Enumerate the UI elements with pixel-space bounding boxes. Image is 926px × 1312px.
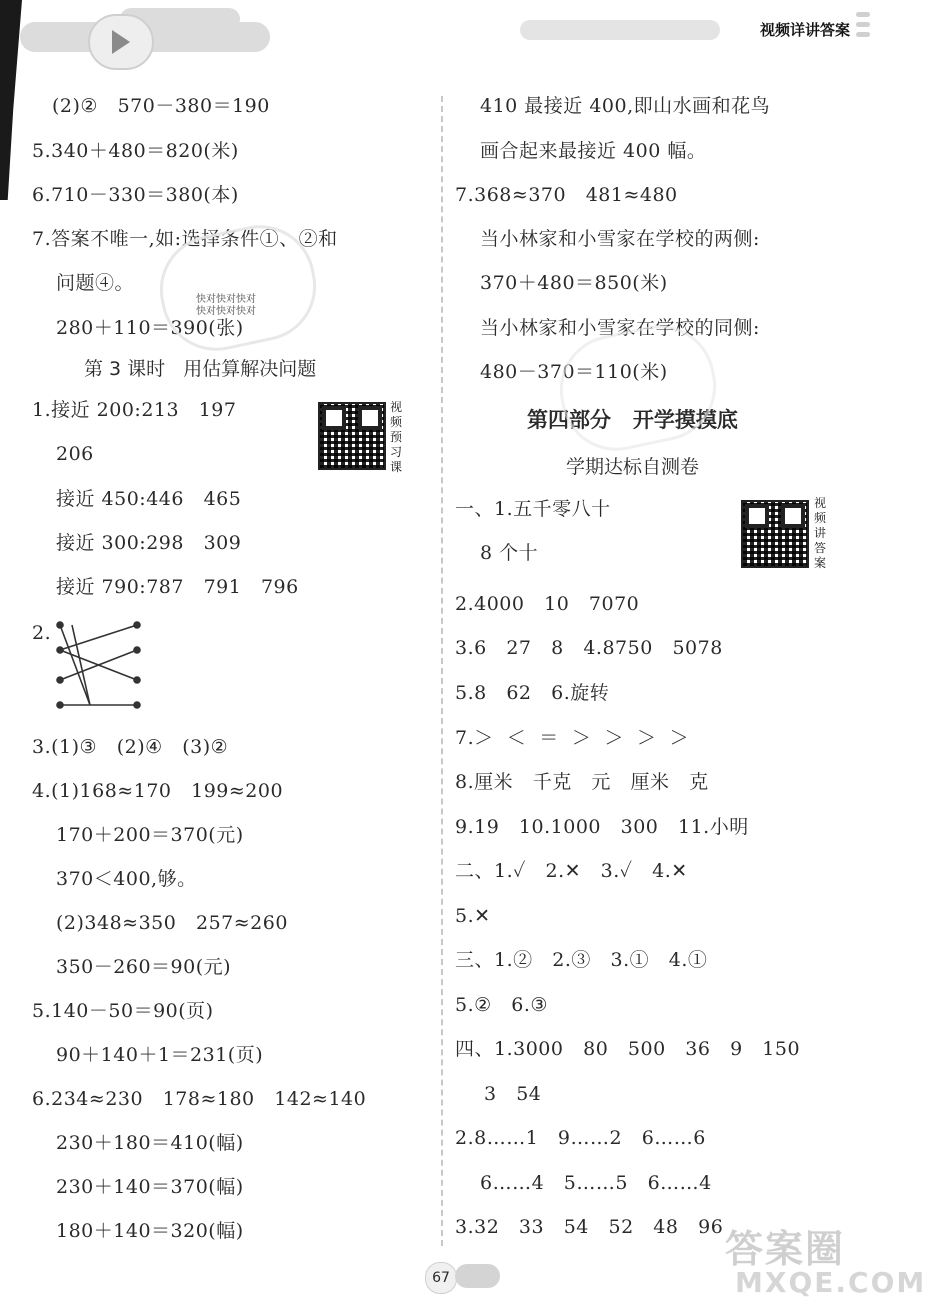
right-answer-line: 3 54	[484, 1083, 542, 1105]
right-answer-line: 当小林家和小雪家在学校的同侧:	[480, 317, 760, 339]
page-number: 67	[425, 1262, 457, 1294]
lesson-heading: 第 3 课时 用估算解决问题	[84, 358, 317, 380]
left-answer-line: 2.	[32, 622, 52, 644]
right-answer-line: 5.② 6.③	[455, 994, 548, 1016]
cloud-shape	[520, 20, 720, 40]
right-answer-line: 四、1.3000 80 500 36 9 150	[455, 1038, 801, 1060]
qr-label-char: 预	[389, 430, 402, 444]
left-answer-line: 180＋140＝320(幅)	[56, 1220, 244, 1242]
qr-label-char: 答	[813, 541, 826, 555]
left-answer-line: 5.340＋480＝820(米)	[32, 140, 239, 162]
left-answer-line: 6.710－330＝380(本)	[32, 184, 239, 206]
left-answer-line: 280＋110＝390(张)	[56, 317, 244, 339]
right-answer-line: 三、1.② 2.③ 3.① 4.①	[455, 949, 708, 971]
right-answer-line: 7.＞ ＜ ＝ ＞ ＞ ＞ ＞	[455, 727, 690, 749]
test-heading: 学期达标自测卷	[566, 456, 700, 478]
site-watermark-url: MXQE.COM	[735, 1266, 926, 1299]
right-answer-line: 当小林家和小雪家在学校的两侧:	[480, 228, 760, 250]
right-answer-line: 480－370＝110(米)	[480, 361, 668, 383]
left-answer-line: 接近 790:787 791 796	[56, 576, 299, 598]
left-answer-line: 370＜400,够。	[56, 868, 197, 890]
header-banner	[0, 0, 900, 64]
left-answer-line: 7.答案不唯一,如:选择条件①、②和	[32, 228, 338, 250]
qr-label-char: 频	[389, 415, 402, 429]
left-answer-line: 5.140－50＝90(页)	[32, 1000, 214, 1022]
right-answer-line: 9.19 10.1000 300 11.小明	[455, 816, 749, 838]
fish-icon	[455, 1264, 500, 1288]
video-play-icon	[88, 14, 154, 70]
qr-label-char: 课	[389, 460, 402, 474]
left-answer-line: (2)② 570－380＝190	[52, 95, 270, 117]
left-answer-line: 230＋140＝370(幅)	[56, 1176, 244, 1198]
right-answer-line: 二、1.✓ 2.✕ 3.✓ 4.✕	[455, 860, 688, 882]
left-answer-line: (2)348≈350 257≈260	[56, 912, 288, 934]
right-answer-line: 8 个十	[480, 542, 539, 564]
qr-label	[389, 400, 403, 475]
left-answer-line: 350－260＝90(元)	[56, 956, 232, 978]
section-heading: 第四部分 开学摸摸底	[527, 408, 738, 432]
right-answer-line: 410 最接近 400,即山水画和花鸟	[480, 95, 771, 117]
left-answer-line: 90＋140＋1＝231(页)	[56, 1044, 264, 1066]
header-decoration	[856, 12, 870, 46]
left-answer-line: 206	[56, 443, 94, 465]
column-divider	[441, 96, 443, 1246]
qr-label-char: 视	[813, 496, 826, 510]
left-answer-line: 1.接近 200:213 197	[32, 399, 237, 421]
qr-label-char: 讲	[813, 526, 826, 540]
right-answer-line: 5.8 62 6.旋转	[455, 682, 610, 704]
left-answer-line: 170＋200＝370(元)	[56, 824, 244, 846]
stamp-text: 快对快对快对	[196, 306, 256, 317]
site-watermark: 答案圈	[725, 1227, 846, 1271]
qr-code[interactable]	[741, 500, 809, 568]
left-answer-line: 接近 450:446 465	[56, 488, 242, 510]
left-answer-line: 问题④。	[56, 272, 135, 294]
right-answer-line: 3.32 33 54 52 48 96	[455, 1216, 724, 1238]
left-answer-line: 230＋180＝410(幅)	[56, 1132, 244, 1154]
right-answer-line: 370＋480＝850(米)	[480, 272, 668, 294]
qr-label-char: 案	[813, 556, 826, 570]
right-answer-line: 3.6 27 8 4.8750 5078	[455, 637, 723, 659]
left-answer-line: 接近 300:298 309	[56, 532, 242, 554]
left-answer-line: 3.(1)③ (2)④ (3)②	[32, 736, 229, 758]
qr-label-char: 习	[389, 445, 402, 459]
stamp-text: 快对快对快对	[196, 294, 256, 305]
right-answer-line: 2.8……1 9……2 6……6	[455, 1127, 706, 1149]
left-answer-line: 4.(1)168≈170 199≈200	[32, 780, 284, 802]
qr-label-char: 视	[389, 400, 402, 414]
header-title: 视频详讲答案	[759, 21, 850, 39]
qr-label-char: 频	[813, 511, 826, 525]
right-answer-line: 7.368≈370 481≈480	[455, 184, 678, 206]
page-corner-shadow	[0, 0, 22, 200]
left-answer-line: 6.234≈230 178≈180 142≈140	[32, 1088, 367, 1110]
right-answer-line: 一、1.五千零八十	[455, 498, 611, 520]
right-answer-line: 5.✕	[455, 905, 491, 927]
right-answer-line: 8.厘米 千克 元 厘米 克	[455, 771, 709, 793]
right-answer-line: 画合起来最接近 400 幅。	[480, 140, 707, 162]
right-answer-line: 6……4 5……5 6……4	[480, 1172, 712, 1194]
right-answer-line: 2.4000 10 7070	[455, 593, 640, 615]
qr-label	[813, 496, 827, 571]
matching-lines-diagram	[52, 615, 152, 717]
qr-code[interactable]	[318, 402, 386, 470]
